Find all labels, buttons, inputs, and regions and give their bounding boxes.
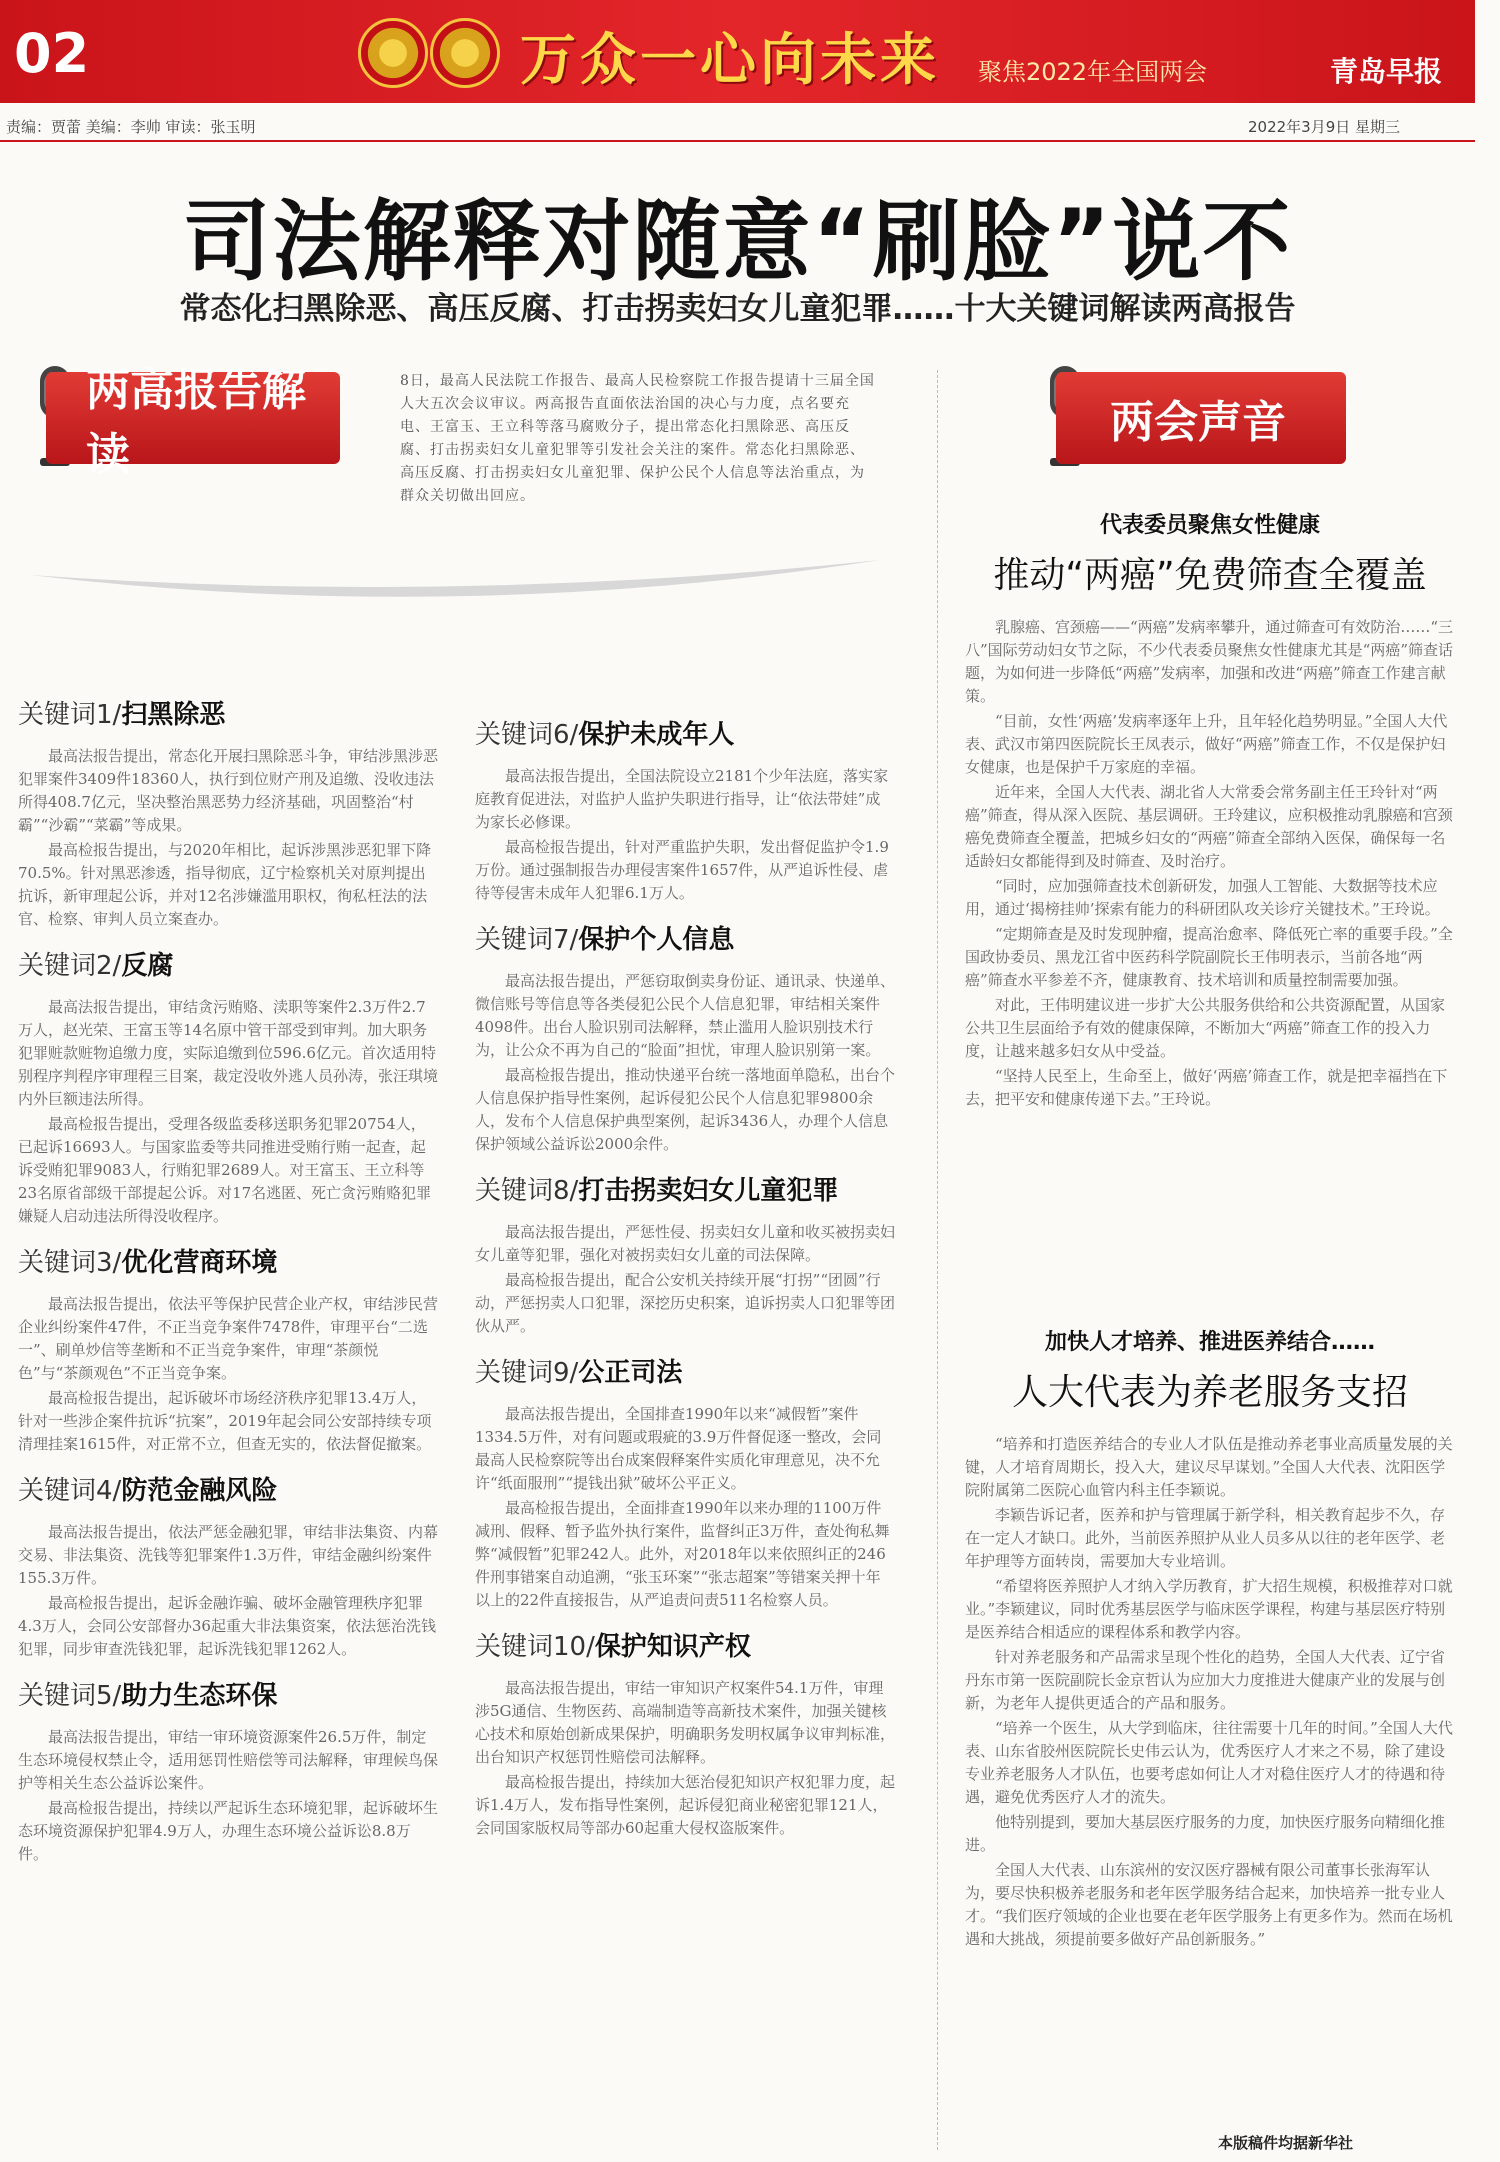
section-badge-lianggao: 两高报告解读 (46, 372, 340, 464)
keyword-heading: 关键词3/优化营商环境 (18, 1248, 278, 1278)
paragraph: 最高法报告提出，全国法院设立2181个少年法庭，落实家庭教育促进法，对监护人监护失职进行指导，让“依法带娃”成为家长必修课。 (475, 767, 889, 831)
paragraph: 他特别提到，要加大基层医疗服务的力度，加快医疗服务向精细化推进。 (965, 1813, 1446, 1854)
paragraph: 最高法报告提出，严惩性侵、拐卖妇女儿童和收买被拐卖妇女儿童等犯罪，强化对被拐卖妇女儿童的司法保障。 (475, 1223, 896, 1264)
paragraph: 最高法报告提出，依法严惩金融犯罪，审结非法集资、内幕交易、非法集资、洗钱等犯罪案件1.3万件，审结金融纠纷案件155.3万件。 (18, 1523, 439, 1587)
keyword-heading: 关键词7/保护个人信息 (475, 925, 735, 955)
paragraph: “培养和打造医养结合的专业人才队伍是推动养老事业高质量发展的关键，人才培育周期长，投入大，建议尽早谋划。”全国人大代表、沈阳医学院附属第二医院心血管内科主任李颖说。 (965, 1435, 1453, 1499)
main-subhead: 常态化扫黑除恶、高压反腐、打击拐卖妇女儿童犯罪……十大关键词解读两高报告 (179, 291, 1296, 327)
section-badge-lianghui: 两会声音 (1056, 372, 1346, 464)
paragraph: 针对养老服务和产品需求呈现个性化的趋势，全国人大代表、辽宁省丹东市第一医院副院长金京哲认为应加大力度推进大健康产业的发展与创新，为老年人提供更适合的产品和服务。 (965, 1648, 1446, 1712)
keyword-heading: 关键词10/保护知识产权 (475, 1632, 751, 1662)
paragraph: 最高法报告提出，审结一审环境资源案件26.5万件，制定生态环境侵权禁止令，适用惩罚性赔偿等司法解释，审理候鸟保护等相关生态公益诉讼案件。 (18, 1728, 439, 1792)
keyword-heading: 关键词4/防范金融风险 (18, 1476, 278, 1506)
keyword-heading: 关键词9/公正司法 (475, 1358, 683, 1388)
decorative-swoosh (30, 555, 880, 615)
paragraph: “培养一个医生，从大学到临床，往往需要十几年的时间。”全国人大代表、山东省胶州医院院长史伟云认为，优秀医疗人才来之不易，除了建设专业养老服务人才队伍，也要考虑如何让人才对稳住医疗人才的待遇和待遇，避免优秀医疗人才的流失。 (965, 1719, 1453, 1806)
paragraph: 最高法报告提出，审结贪污贿赂、渎职等案件2.3万件2.7万人，赵光荣、王富玉等14名原中管干部受到审判。加大职务犯罪赃款赃物追缴力度，实际追缴到位596.6亿元。首次适用特别程序判程序审理程三目案，裁定没收外逃人员孙涛，张汪琪境内外巨额违法所得。 (18, 998, 439, 1108)
keyword-section-3 (18, 1242, 438, 1456)
paragraph: 最高检报告提出，持续加大惩治侵犯知识产权犯罪力度，起诉1.4万人，发布指导性案例，起诉侵犯商业秘密犯罪121人，会同国家版权局等部办60起重大侵权盗版案件。 (475, 1773, 896, 1837)
article-title: 人大代表为养老服务支招 (1011, 1372, 1408, 1413)
cppcc-emblem-icon (430, 18, 500, 88)
keyword-section-6 (475, 714, 895, 905)
keyword-section-8 (475, 1170, 895, 1338)
paragraph: “同时，应加强筛查技术创新研发，加强人工智能、大数据等技术应用，通过‘揭榜挂帅’探索有能力的科研团队攻关诊疗关键技术。”王玲说。 (965, 877, 1440, 918)
article-women-health (965, 508, 1455, 1113)
keyword-section-1 (18, 694, 438, 931)
paragraph: 最高法报告提出，严惩窃取倒卖身份证、通讯录、快递单、微信账号等信息等各类侵犯公民个人信息犯罪，审结相关案件4098件。出台人脸识别司法解释，禁止滥用人脸识别技术行为，让公众不再为自己的“脸面”担忧，审理人脸识别第一案。 (475, 972, 896, 1059)
paragraph: 最高检报告提出，推动快递平台统一落地面单隐私，出台个人信息保护指导性案例，起诉侵犯公民个人信息犯罪9800余人，发布个人信息保护典型案例，起诉3436人，办理个人信息保护领域公益诉讼2000余件。 (475, 1066, 896, 1153)
keyword-section-2 (18, 945, 438, 1228)
main-headline: 司法解释对随意“刷脸”说不 (182, 190, 1293, 293)
banner-focus: 聚焦2022年全国两会 (978, 58, 1208, 86)
article-title: 推动“两癌”免费筛查全覆盖 (993, 555, 1427, 596)
article-elderly-care (965, 1325, 1455, 1953)
paragraph: 最高法报告提出，依法平等保护民营企业产权，审结涉民营企业纠纷案件47件，不正当竞争案件7478件，审理平台“二选一”、刷单炒信等垄断和不正当竞争案件，审理“茶颜悦色”与“茶颜观色”不正当竞争案。 (18, 1295, 439, 1382)
banner-slogan: 万众一心向未来 (520, 28, 940, 93)
column-middle (475, 700, 895, 1842)
paragraph: 对此，王伟明建议进一步扩大公共服务供给和公共资源配置，从国家公共卫生层面给予有效的健康保障，不断加大“两癌”筛查工作的投入力度，让越来越多妇女从中受益。 (965, 996, 1446, 1060)
article-kicker: 加快人才培养、推进医养结合…… (1044, 1330, 1375, 1355)
paragraph: “坚持人民至上，生命至上，做好‘两癌’筛查工作，就是把幸福挡在下去，把平安和健康传递下去。”王玲说。 (965, 1067, 1448, 1108)
keyword-heading: 关键词8/打击拐卖妇女儿童犯罪 (475, 1176, 839, 1206)
newspaper-logo: 青岛早报 (1330, 55, 1443, 88)
paragraph: 近年来，全国人大代表、湖北省人大常委会常务副主任王玲针对“两癌”筛查，得从深入医院、基层调研。王玲建议，应积极推动乳腺癌和宫颈癌免费筛查全覆盖，把城乡妇女的“两癌”筛查全部纳入医保，确保每一名适龄妇女都能得到及时筛查、及时治疗。 (965, 783, 1453, 870)
keyword-heading: 关键词6/保护未成年人 (475, 720, 735, 750)
keyword-heading: 关键词1/扫黑除恶 (18, 700, 226, 730)
source-credit: 本版稿件均据新华社 (1218, 2134, 1354, 2152)
paragraph: 最高检报告提出，受理各级监委移送职务犯罪20754人，已起诉16693人。与国家监委等共同推进受贿行贿一起查，起诉受贿犯罪9083人，行贿犯罪2689人。对王富玉、王立科等23名原省部级干部提起公诉。对17名逃匿、死亡贪污贿赂犯罪嫌疑人启动违法所得没收程序。 (18, 1115, 432, 1225)
article-kicker: 代表委员聚焦女性健康 (1099, 513, 1320, 538)
keyword-section-10 (475, 1626, 895, 1840)
paragraph: 最高检报告提出，持续以严起诉生态环境犯罪，起诉破坏生态环境资源保护犯罪4.9万人，办理生态环境公益诉讼8.8万件。 (18, 1799, 439, 1863)
keyword-heading: 关键词5/助力生态环保 (18, 1681, 278, 1711)
keyword-section-4 (18, 1470, 438, 1661)
issue-date: 2022年3月9日 星期三 (1248, 118, 1401, 136)
keyword-heading: 关键词2/反腐 (18, 951, 174, 981)
page-number: 02 (14, 22, 90, 85)
paragraph: 最高检报告提出，起诉金融诈骗、破坏金融管理秩序犯罪4.3万人，会同公安部督办36起重大非法集资案，依法惩治洗钱犯罪，同步审查洗钱犯罪，起诉洗钱犯罪1262人。 (18, 1594, 436, 1658)
paragraph: “目前，女性‘两癌’发病率逐年上升，且年轻化趋势明显。”全国人大代表、武汉市第四医院院长王凤表示，做好“两癌”筛查工作，不仅是保护妇女健康，也是保护千万家庭的幸福。 (965, 712, 1448, 776)
column-left (18, 680, 438, 1868)
intro-paragraph: 8日，最高人民法院工作报告、最高人民检察院工作报告提请十三届全国人大五次会议审议。两高报告直面依法治国的决心与力度，点名要充电、王富玉、王立科等落马腐败分子，提出常态化扫黑除恶、高压反腐、打击拐卖妇女儿童犯罪等引发社会关注的案件。常态化扫黑除恶、高压反腐、打击拐卖妇女儿童犯罪、保护公民个人信息等法治重点，为群众关切做出回应。 (400, 373, 875, 504)
paragraph: 最高检报告提出，起诉破坏市场经济秩序犯罪13.4万人，针对一些涉企案件抗诉“抗案”，2019年起会同公安部持续专项清理挂案1615件，对正常不立，但查无实的，依法督促撤案。 (18, 1389, 432, 1453)
paragraph: 最高法报告提出，全国排查1990年以来“减假暂”案件1334.5万件，对有问题或瑕疵的3.9万件督促逐一整改，会同最高人民检察院等出台成案假释案件实质化审理意见，决不允许“纸面服刑”“提钱出狱”破坏公平正义。 (475, 1405, 882, 1492)
paragraph: 最高法报告提出，审结一审知识产权案件54.1万件，审理涉5G通信、生物医药、高端制造等高新技术案件，加强关键核心技术和原始创新成果保护，明确职务发明权属争议审判标准，出台知识产权惩罚性赔偿司法解释。 (475, 1679, 896, 1766)
paragraph: “定期筛查是及时发现肿瘤，提高治愈率、降低死亡率的重要手段。”全国政协委员、黑龙江省中医药科学院副院长王伟明表示，当前各地“两癌”筛查水平参差不齐，健康教育、技术培训和质量控制需要加强。 (965, 925, 1453, 989)
header-rule (0, 140, 1475, 142)
paragraph: 最高检报告提出，针对严重监护失职，发出督促监护令1.9万份。通过强制报告办理侵害案件1657件，从严追诉性侵、虐待等侵害未成年人犯罪6.1万人。 (475, 838, 889, 902)
national-emblem-icon (358, 18, 428, 88)
paragraph: 最高检报告提出，全面排查1990年以来办理的1100万件减刑、假释、暂予监外执行案件，监督纠正3万件，查处徇私舞弊“减假暂”犯罪242人。此外，对2018年以来依照纠正的246件刑事错案自动追溯，“张玉环案”“张志超案”等错案关押十年以上的22件直接报告，从严追责问责511名检察人员。 (475, 1499, 890, 1609)
paragraph: 最高检报告提出，配合公安机关持续开展“打拐”“团圆”行动，严惩拐卖人口犯罪，深挖历史积案，追诉拐卖人口犯罪等团伙从严。 (475, 1271, 896, 1335)
editor-credits: 责编：贾蕾 美编：李帅 审读：张玉明 (6, 118, 256, 136)
column-divider (937, 370, 938, 2150)
paragraph: 乳腺癌、宫颈癌——“两癌”发病率攀升，通过筛查可有效防治……“三八”国际劳动妇女节之际，不少代表委员聚焦女性健康尤其是“两癌”筛查话题，为如何进一步降低“两癌”发病率，加强和改进“两癌”筛查工作建言献策。 (965, 618, 1454, 705)
paragraph: 李颖告诉记者，医养和护与管理属于新学科，相关教育起步不久，存在一定人才缺口。此外，当前医养照护从业人员多从以往的老年医学、老年护理等方面转岗，需要加大专业培训。 (965, 1506, 1446, 1570)
paragraph: 最高检报告提出，与2020年相比，起诉涉黑涉恶犯罪下降70.5%。针对黑恶渗透，指导彻底，辽宁检察机关对原判提出抗诉，新审理起公诉，并对12名涉嫌滥用职权，徇私枉法的法官、检察、审判人员立案查办。 (18, 841, 432, 928)
paragraph: 全国人大代表、山东滨州的安汉医疗器械有限公司董事长张海军认为，要尽快积极养老服务和老年医学服务结合起来，加快培养一批专业人才。“我们医疗领域的企业也要在老年医学服务上有更多作为。然而在场机遇和大挑战，须提前要多做好产品创新服务。” (965, 1861, 1453, 1948)
paragraph: 最高法报告提出，常态化开展扫黑除恶斗争，审结涉黑涉恶犯罪案件3409件18360人，执行到位财产刑及追缴、没收违法所得408.7亿元，坚决整治黑恶势力经济基础，巩固整治“村霸”“沙霸”“菜霸”等成果。 (18, 747, 439, 834)
keyword-section-7 (475, 919, 895, 1156)
keyword-section-5 (18, 1675, 438, 1866)
paragraph: “希望将医养照护人才纳入学历教育，扩大招生规模，积极推荐对口就业。”李颖建议，同时优秀基层医学与临床医学课程，构建与基层医疗特别是医养结合相适应的课程体系和教学内容。 (965, 1577, 1453, 1641)
keyword-section-9 (475, 1352, 895, 1612)
